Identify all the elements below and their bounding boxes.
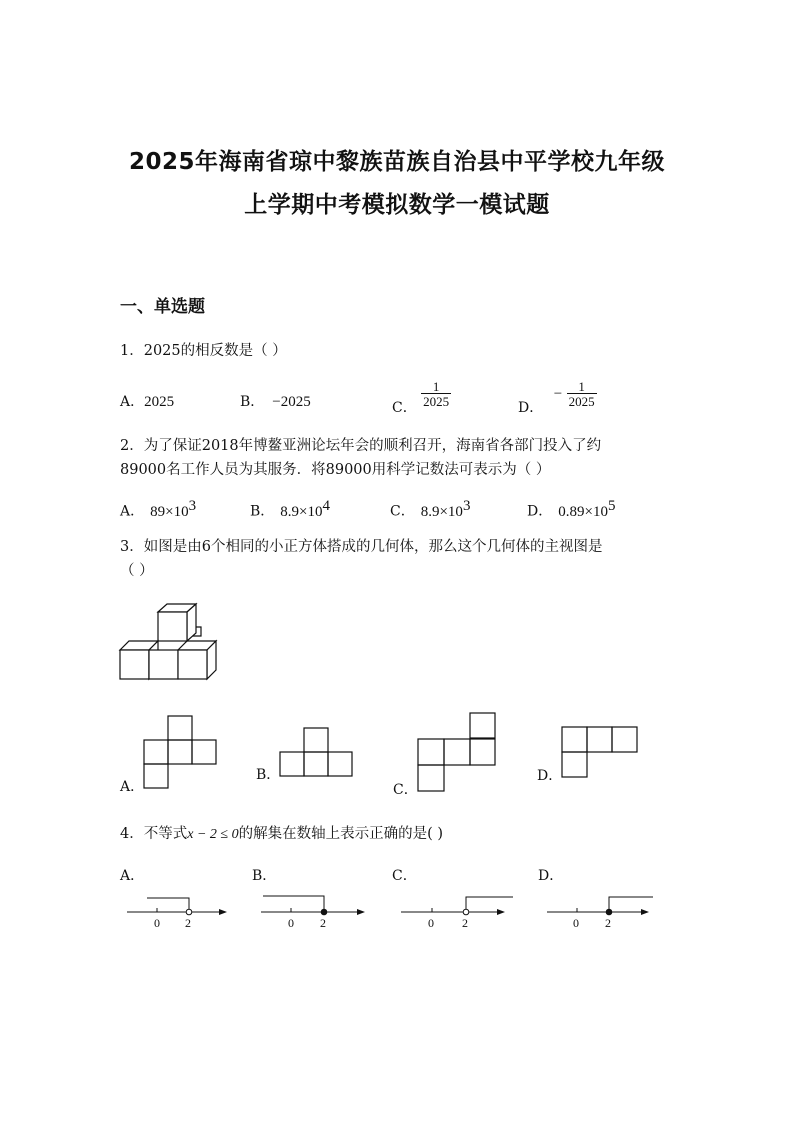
- q3-option-d-figure: [562, 726, 642, 781]
- q3-option-d-label[interactable]: D．: [537, 768, 563, 784]
- tick-label-0: 0: [573, 916, 579, 930]
- q4-option-b-label[interactable]: B．: [252, 868, 277, 884]
- question-2-stem-line1: 2．为了保证2018年博鳌亚洲论坛年会的顺利召开，海南省各部门投入了约: [120, 438, 602, 454]
- q3-option-b-label[interactable]: B．: [256, 767, 281, 783]
- tick-label-2: 2: [320, 916, 326, 930]
- page-title-line2: 上学期中考模拟数学一模试题: [244, 192, 550, 218]
- option-base: 8.9×10: [420, 503, 463, 520]
- question-3-stem-line1: 3．如图是由6个相同的小正方体搭成的几何体，那么这个几何体的主视图是: [120, 539, 603, 555]
- option-value: 2025: [144, 394, 175, 410]
- section-heading: 一、单选题: [120, 297, 205, 317]
- q3-option-a-figure: [144, 715, 219, 790]
- inequality: x − 2 ≤ 0: [187, 827, 239, 842]
- fraction: $\frac{1}{2025}$: [423, 379, 450, 409]
- option-exponent: 5: [607, 498, 616, 514]
- question-4-stem: [120, 822, 443, 847]
- q2-option-d[interactable]: [527, 498, 615, 521]
- q1-option-b[interactable]: [240, 391, 311, 411]
- q1-option-c[interactable]: [392, 380, 451, 417]
- q2-option-b[interactable]: [250, 498, 330, 521]
- q2-option-a[interactable]: [120, 498, 196, 521]
- q4-number-line-a: [127, 893, 237, 933]
- q3-option-c-label[interactable]: C．: [393, 782, 418, 798]
- q3-option-a-label[interactable]: A．: [120, 779, 145, 795]
- q3-option-c-figure: [418, 712, 498, 792]
- option-exponent: 4: [322, 498, 331, 514]
- tick-label-0: 0: [154, 916, 160, 930]
- stem-prefix: 4．不等式: [120, 826, 188, 842]
- option-label: D．: [527, 503, 553, 520]
- option-exponent: 3: [462, 498, 471, 514]
- option-label: A．: [120, 503, 145, 520]
- tick-label-2: 2: [605, 916, 611, 930]
- stem-suffix: 的解集在数轴上表示正确的是( ): [238, 826, 444, 842]
- cube-figure: [115, 600, 235, 690]
- q2-option-c[interactable]: [390, 498, 470, 521]
- page-title-line1: 2025年海南省琼中黎族苗族自治县中平学校九年级: [128, 149, 665, 175]
- option-base: 8.9×10: [280, 503, 323, 520]
- question-3-stem-line2: （ ）: [120, 563, 154, 579]
- minus-sign: −: [553, 386, 563, 402]
- q3-option-b-figure: [280, 728, 356, 780]
- option-base: 89×10: [150, 503, 189, 520]
- option-value: −2025: [272, 394, 311, 410]
- q4-number-line-b: [261, 893, 371, 933]
- tick-label-0: 0: [428, 916, 434, 930]
- tick-label-2: 2: [462, 916, 468, 930]
- tick-label-2: 2: [185, 916, 191, 930]
- fraction: $\frac{1}{2025}$: [568, 379, 595, 409]
- option-label: B．: [250, 503, 275, 520]
- option-label: D．: [518, 400, 544, 416]
- option-exponent: 3: [188, 498, 197, 514]
- q4-option-d-label[interactable]: D．: [538, 868, 564, 884]
- option-label: A．: [120, 394, 145, 410]
- option-label: B．: [240, 394, 265, 410]
- q4-option-a-label[interactable]: A．: [120, 868, 145, 884]
- option-base: 0.89×10: [558, 503, 608, 520]
- tick-label-0: 0: [288, 916, 294, 930]
- q4-number-line-d: [547, 893, 657, 933]
- q4-number-line-c: [401, 893, 521, 933]
- question-1-stem: 1．2025的相反数是（ ）: [120, 343, 287, 359]
- q4-option-c-label[interactable]: C．: [392, 868, 417, 884]
- q1-option-a[interactable]: [120, 391, 174, 411]
- q1-option-d[interactable]: [518, 380, 597, 417]
- question-2-stem-line2: 89000名工作人员为其服务．将89000用科学记数法可表示为（ ）: [120, 462, 551, 478]
- option-label: C．: [392, 400, 417, 416]
- option-label: C．: [390, 503, 415, 520]
